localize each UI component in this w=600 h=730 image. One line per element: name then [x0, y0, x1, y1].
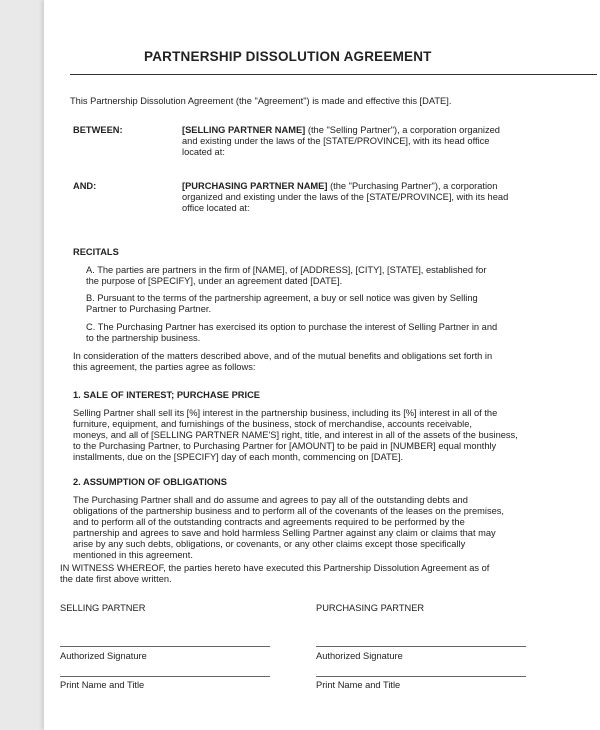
recital-c-line-1: C. The Purchasing Partner has exercised its option to purchase the interest of Selling Partner in and — [86, 322, 498, 332]
selling-partner-label: SELLING PARTNER — [60, 603, 146, 613]
section-1-heading: 1. SALE OF INTEREST; PURCHASE PRICE — [73, 390, 260, 400]
section-2-line-4: partnership and agrees to save and hold harmless Selling Partner against any claim or claims that may — [73, 528, 496, 538]
title-divider — [70, 74, 597, 75]
between-line-1 — [182, 125, 500, 136]
section-1-line-3: moneys, and all of [SELLING PARTNER NAME'S] right, title, and interest in all of the assets of the business, — [73, 430, 518, 440]
consideration-line-1: In consideration of the matters described above, and of the mutual benefits and obligations set forth in — [73, 351, 493, 361]
section-1-line-5: installments, due on the [SPECIFY] day of each month, commencing on [DATE]. — [73, 452, 404, 462]
purchasing-partner-label: PURCHASING PARTNER — [316, 603, 425, 613]
recital-a-line-2: the purpose of [SPECIFY], under an agreement dated [DATE]. — [86, 276, 343, 286]
purchasing-partner-name: [PURCHASING PARTNER NAME] — [182, 181, 328, 191]
section-1-line-4: to the Purchasing Partner, to Purchasing Partner for [AMOUNT] to be paid in [NUMBER] equal monthly — [73, 441, 497, 451]
selling-authorized-signature-label: Authorized Signature — [60, 651, 147, 661]
witness-line-1: IN WITNESS WHEREOF, the parties hereto have executed this Partnership Dissolution Agreement as of — [60, 563, 490, 573]
witness-line-2: the date first above written. — [60, 574, 172, 584]
section-1-line-1: Selling Partner shall sell its [%] interest in the partnership business, including its [%] interest in all of the — [73, 408, 498, 418]
recital-a-line-1: A. The parties are partners in the firm of [NAME], of [ADDRESS], [CITY], [STATE], established for — [86, 265, 487, 275]
and-label: AND: — [73, 181, 97, 191]
between-line-2: and existing under the laws of the [STATE/PROVINCE], with its head office — [182, 136, 490, 146]
selling-partner-name: [SELLING PARTNER NAME] — [182, 125, 306, 135]
section-2-line-2: obligations of the partnership business and to perform all of the covenants of the leases on the premises, — [73, 506, 505, 516]
purchasing-signature-line — [316, 646, 526, 647]
purchasing-print-name-line — [316, 676, 526, 677]
recital-b-line-2: Partner to Purchasing Partner. — [86, 304, 212, 314]
document-page — [44, 0, 600, 730]
selling-print-name-label: Print Name and Title — [60, 680, 145, 690]
section-2-line-5: arise by any such debts, obligations, or covenants, or any other claims except those specifically — [73, 539, 466, 549]
section-2-heading: 2. ASSUMPTION OF OBLIGATIONS — [73, 477, 227, 487]
selling-print-name-line — [60, 676, 270, 677]
consideration-line-2: this agreement, the parties agree as follows: — [73, 362, 256, 372]
section-2-line-3: and to perform all of the outstanding contracts and agreements required to be performed by the — [73, 517, 465, 527]
and-line-2: organized and existing under the laws of the [STATE/PROVINCE], with its head — [182, 192, 509, 202]
recitals-heading: RECITALS — [73, 247, 119, 257]
intro-text: This Partnership Dissolution Agreement (the "Agreement") is made and effective this [DATE]. — [70, 96, 452, 106]
section-2-line-1: The Purchasing Partner shall and do assume and agrees to pay all of the outstanding debts and — [73, 495, 468, 505]
and-line-3: office located at: — [182, 203, 250, 213]
between-line-3: located at: — [182, 147, 225, 157]
recital-b-line-1: B. Pursuant to the terms of the partnership agreement, a buy or sell notice was given by Selling — [86, 293, 478, 303]
document-title: PARTNERSHIP DISSOLUTION AGREEMENT — [144, 49, 432, 64]
section-2-line-6: mentioned in this agreement. — [73, 550, 193, 560]
purchasing-print-name-label: Print Name and Title — [316, 680, 401, 690]
between-line-1-rest: (the "Selling Partner"), a corporation organized — [305, 125, 500, 135]
and-line-1-rest: (the "Purchasing Partner"), a corporation — [327, 181, 498, 191]
purchasing-authorized-signature-label: Authorized Signature — [316, 651, 403, 661]
section-1-line-2: furniture, equipment, and furnishings of the business, stock of merchandise, accounts receivable, — [73, 419, 472, 429]
selling-signature-line — [60, 646, 270, 647]
between-label: BETWEEN: — [73, 125, 123, 135]
recital-c-line-2: to the partnership business. — [86, 333, 201, 343]
and-line-1 — [182, 181, 497, 192]
